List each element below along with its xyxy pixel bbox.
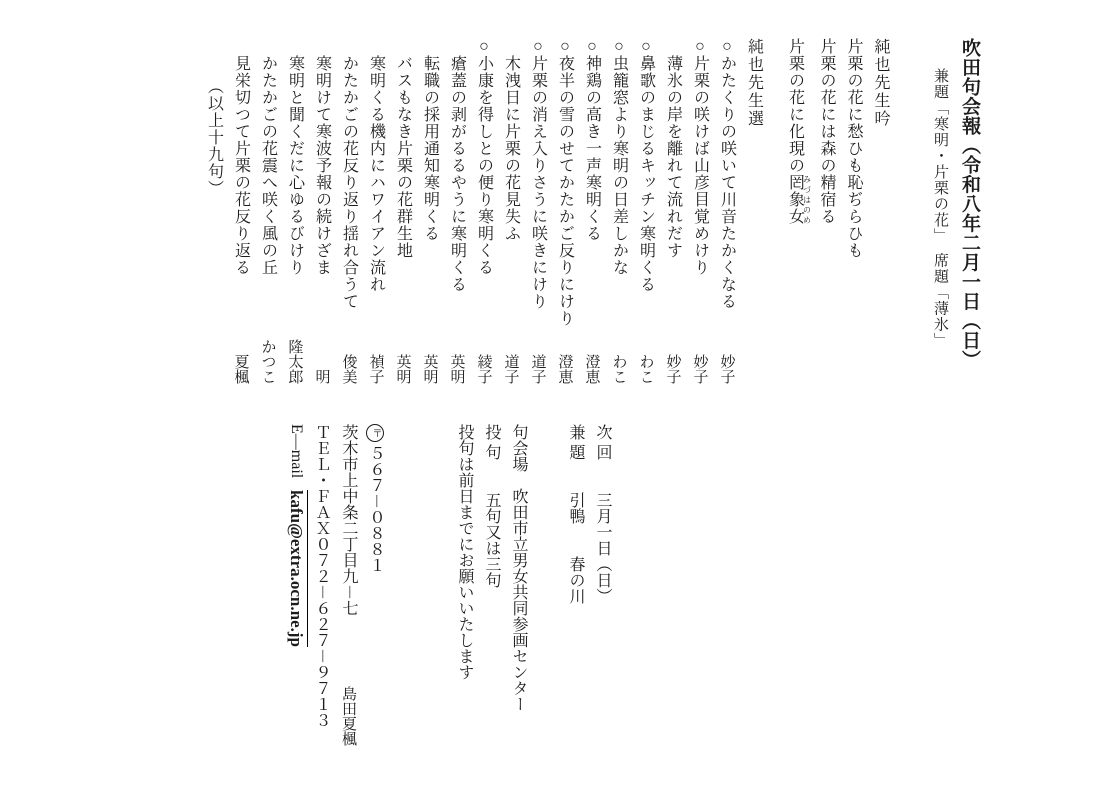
- sen-poem-column: [257, 38, 280, 384]
- sen-poem-column: [689, 38, 712, 384]
- poem-text: 小康を得しとの便り寒明くる: [475, 55, 493, 276]
- selection-mark: ○: [583, 38, 601, 55]
- email-address: kafu@extra.ocn.ne.jp: [287, 490, 306, 648]
- postal-mark-icon: 〒: [366, 424, 384, 442]
- poem-text: 片栗の咲けば山彦目覚めけり: [691, 55, 709, 276]
- sen-poem-column: [608, 38, 631, 384]
- section-gap: [534, 424, 560, 746]
- selection-mark: ○: [718, 38, 736, 55]
- postal-code-line: [364, 424, 387, 746]
- section-gap: [770, 38, 780, 384]
- poem-text: 虫籠窓より寒明の日差しかな: [610, 55, 628, 276]
- author-name: かつこ: [259, 339, 276, 384]
- gin-poem-column: [784, 38, 812, 384]
- author-name: 妙子: [691, 354, 708, 384]
- next-meeting-date: 次 回 三月一日（日）: [594, 424, 611, 604]
- sen-poem-column: [446, 38, 469, 384]
- sen-poem-column: [716, 38, 739, 384]
- section-gap: [391, 424, 449, 746]
- author-name: 妙子: [718, 354, 735, 384]
- sen-poem-column: [284, 38, 307, 384]
- next-meeting-venue: 句会場 吹田市立男女共同参画センター: [510, 424, 527, 712]
- author-name: 道子: [529, 354, 546, 384]
- document-subtitle: 兼題「寒明・片栗の花」 席題「薄氷」: [932, 68, 948, 349]
- selection-mark: ○: [529, 38, 547, 55]
- author-name: 英明: [394, 354, 411, 384]
- selection-mark: ○: [610, 38, 628, 55]
- gin-section-heading: 純也先生吟: [872, 38, 889, 128]
- poem-text: 寒明くる機内にハワイアン流れ: [367, 55, 385, 293]
- poem-text: 片栗の花に化現の: [786, 38, 804, 174]
- sen-poem-column: [392, 38, 415, 384]
- poem-text: かたかごの花震へ咲く風の丘: [259, 55, 277, 276]
- author-name: 妙子: [664, 354, 681, 384]
- email-line: [286, 424, 306, 746]
- postal-code: ５６７－０８８１: [367, 445, 384, 574]
- document-title: 吹田句会報（令和八年二月一日（日）: [959, 38, 980, 370]
- next-meeting-themes: 兼 題 引鴨 春の川: [567, 424, 584, 604]
- sen-poem-column: [365, 38, 388, 384]
- poem-text: 見栄切つて片栗の花反り返る: [232, 55, 250, 276]
- poem-report-block: [199, 38, 989, 384]
- poem-text: 瘡蓋の剥がるるやうに寒明くる: [448, 55, 466, 293]
- poem-text: 片栗の花には森の精宿る: [818, 38, 835, 225]
- poem-text: かたかごの花反り返り揺れ合うて: [340, 55, 358, 310]
- author-name: 綾子: [475, 354, 492, 384]
- author-name: 夏楓: [232, 354, 249, 384]
- announcement-block: [282, 424, 618, 746]
- author-name: 澄恵: [583, 354, 600, 384]
- poem-text: かたくりの咲いて川音たかくなる: [718, 55, 736, 310]
- author-name: 澄恵: [556, 354, 573, 384]
- selection-mark: ○: [475, 38, 493, 55]
- sen-poem-column: [635, 38, 658, 384]
- sen-poem-column: [419, 38, 442, 384]
- submission-count: 投 句 五句又は三句: [483, 424, 500, 588]
- gin-poem-column: [842, 38, 865, 384]
- selection-mark: ○: [691, 38, 709, 55]
- sen-poem-column: [311, 38, 334, 384]
- sen-poem-column: [338, 38, 361, 384]
- sen-poem-column: [527, 38, 550, 384]
- author-name: 英明: [421, 354, 438, 384]
- author-name: わこ: [637, 354, 654, 384]
- selection-mark: ○: [556, 38, 574, 55]
- poem-text: 片栗の花に愁ひも恥ぢらひも: [845, 38, 862, 259]
- address-line: [337, 424, 360, 746]
- poem-text: 転職の採用通知寒明くる: [421, 55, 439, 242]
- contact-person-name: 島田夏楓: [340, 686, 356, 746]
- sen-poem-column: [500, 38, 523, 384]
- ruby-word: 罔象女 みづはのめ: [786, 174, 812, 225]
- poem-text: 鼻歌のまじるキッチン寒明くる: [637, 55, 655, 293]
- poem-text: 夜半の雪のせてかたかご反りにけり: [556, 55, 574, 327]
- author-name: 禎子: [367, 354, 384, 384]
- poem-text: 寒明と聞くだに心ゆるびけり: [286, 55, 304, 276]
- gin-poem-column: [815, 38, 838, 384]
- poem-text: 片栗の消え入りさうに咲きにけり: [529, 55, 547, 310]
- author-name: わこ: [610, 354, 627, 384]
- poem-text: 木洩日に片栗の花見失ふ: [502, 55, 520, 242]
- poem-count-note: （以上十九句）: [205, 78, 223, 197]
- author-name: 英明: [448, 354, 465, 384]
- submission-deadline: 投句は前日までにお願いいたします: [456, 424, 473, 680]
- author-name: 俊美: [340, 354, 357, 384]
- poem-text: 神鶏の高き一声寒明くる: [583, 55, 601, 242]
- address-text: 茨木市上中条二丁目九－七: [340, 424, 357, 617]
- poem-text: 寒明けて寒波予報の続けざま: [313, 55, 331, 276]
- sen-poem-column: [230, 38, 253, 384]
- sen-poem-column: [473, 38, 496, 384]
- sen-poem-column: [581, 38, 604, 384]
- author-name: 隆太郎: [286, 339, 303, 384]
- tel-fax-line: ＴＥＬ・ＦＡＸ０７２－６２７－９７１３: [313, 424, 330, 729]
- section-gap: [896, 38, 926, 384]
- sen-poem-column: [554, 38, 577, 384]
- email-label: E—mail: [288, 424, 305, 479]
- poem-text: 薄氷の岸を離れて流れだす: [664, 55, 682, 259]
- sen-poem-column: [662, 38, 685, 384]
- selection-mark: ○: [637, 38, 655, 55]
- author-name: 明: [313, 369, 330, 384]
- author-name: 道子: [502, 354, 519, 384]
- sen-section-heading: 純也先生選: [745, 38, 763, 128]
- poem-text: バスもなき片栗の花群生地: [394, 55, 412, 259]
